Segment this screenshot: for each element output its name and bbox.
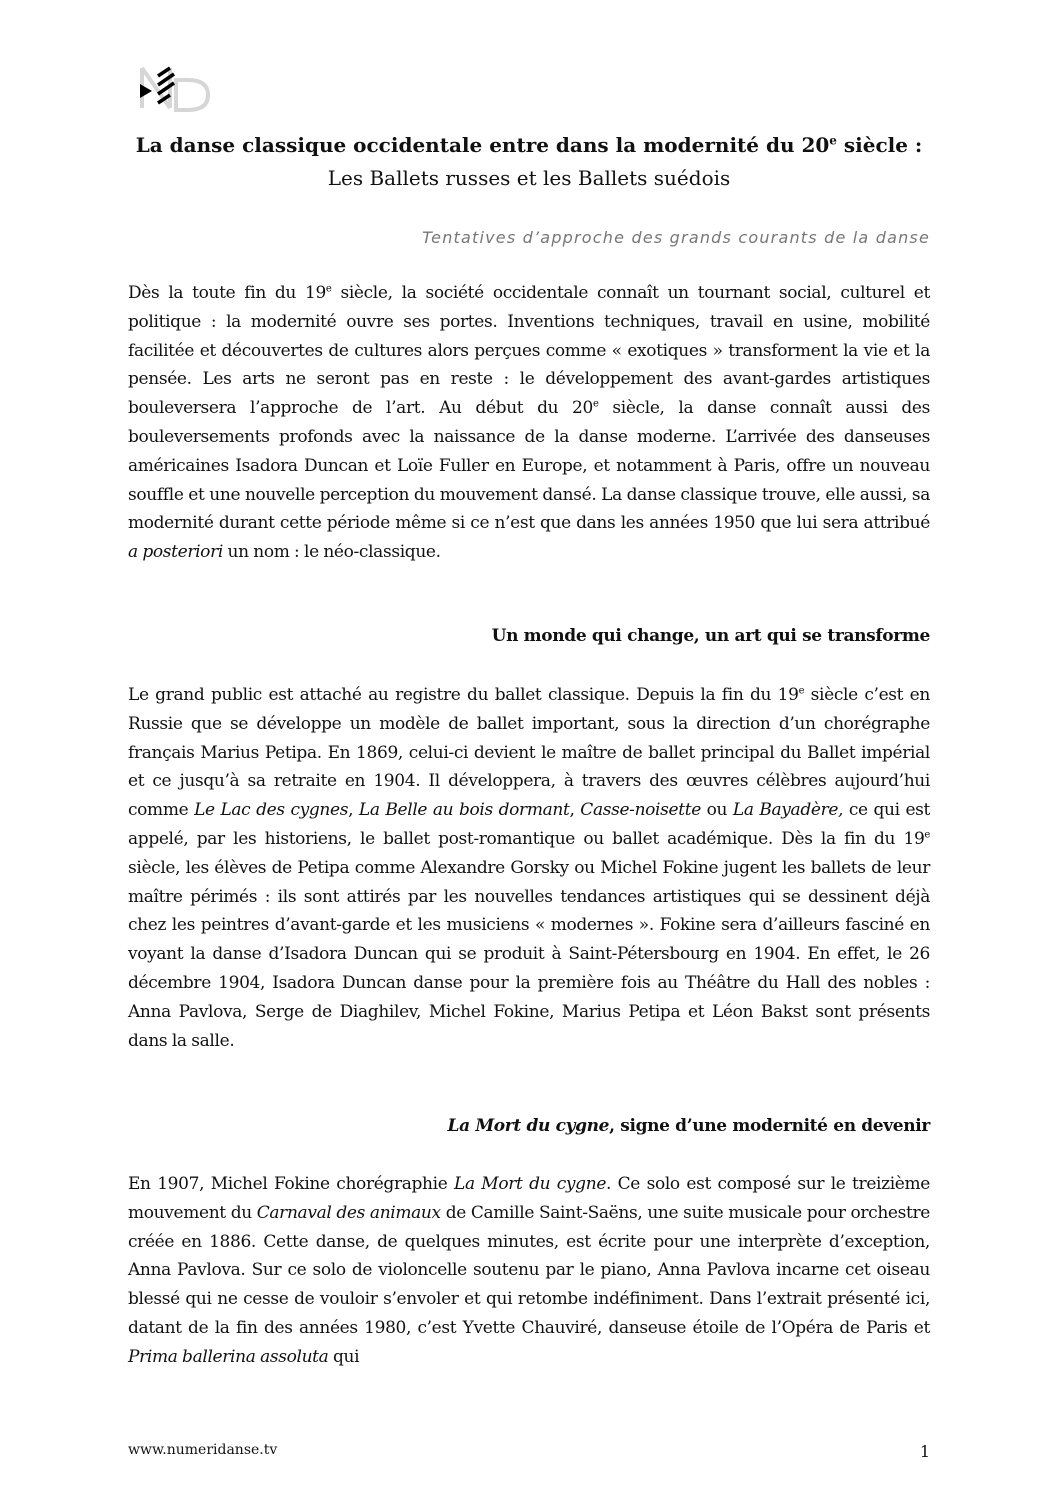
section-heading-monde: Un monde qui change, un art qui se transforme: [491, 626, 930, 646]
series-label: Tentatives d’approche des grands courants de la danse: [422, 228, 930, 247]
section-heading-mort-du-cygne: La Mort du cygne, signe d’une modernité en devenir: [447, 1116, 930, 1136]
intro-paragraph: Dès la toute fin du 19e siècle, la société occidentale connaît un tournant social, culturel et politique : la modernité ouvre ses portes. Inventions techniques, travail en usine, mobilité facilitée et découvertes de cultures alors perçues comme « exotiques » transforment la vie et la pensée. Les arts ne seront pas en reste : le développement des avant-gardes artistiques bouleversera l’approche de l’art. Au début du 20e siècle, la danse connaît aussi des bouleversements profonds avec la naissance de la danse moderne. L’arrivée des danseuses américaines Isadora Duncan et Loïe Fuller en Europe, et notamment à Paris, offre un nouveau souffle et une nouvelle perception du mouvement dansé. La danse classique trouve, elle aussi, sa modernité durant cette période même si ce n’est que dans les années 1950 que lui sera attribué a posteriori un nom : le néo-classique.: [128, 283, 930, 563]
document-title: La danse classique occidentale entre dans la modernité du 20e siècle :: [135, 133, 923, 157]
footer-url: www.numeridanse.tv: [128, 1442, 278, 1458]
page-number: 1: [919, 1442, 930, 1461]
section-paragraph-mort-du-cygne: En 1907, Michel Fokine chorégraphie La Mort du cygne. Ce solo est composé sur le treizième mouvement du Carnaval des animaux de Camille Saint-Saëns, une suite musicale pour orchestre créée en 1886. Cette danse, de quelques minutes, est écrite pour une interprète d’exception, Anna Pavlova. Sur ce solo de violoncelle soutenu par le piano, Anna Pavlova incarne cet oiseau blessé qui ne cesse de vouloir s’envoler et qui retombe indéfiniment. Dans l’extrait présenté ici, datant de la fin des années 1980, c’est Yvette Chauviré, danseuse étoile de l’Opéra de Paris et Prima ballerina assoluta qui: [128, 1174, 931, 1367]
document-title-block: [100, 130, 958, 193]
numeridanse-logo-icon: [136, 64, 212, 114]
document-subtitle: Les Ballets russes et les Ballets suédois: [327, 166, 731, 190]
section-paragraph-ballet: Le grand public est attaché au registre du ballet classique. Depuis la fin du 19e siècle c’est en Russie que se développe un modèle de ballet important, sous la direction d’un chorégraphe français Marius Petipa. En 1869, celui-ci devient le maître de ballet principal du Ballet impérial et ce jusqu’à sa retraite en 1904. Il développera, à travers des œuvres célèbres aujourd’hui comme Le Lac des cygnes, La Belle au bois dormant, Casse-noisette ou La Bayadère, ce qui est appelé, par les historiens, le ballet post-romantique ou ballet académique. Dès la fin du 19e siècle, les élèves de Petipa comme Alexandre Gorsky ou Michel Fokine jugent les ballets de leur maître périmés : ils sont attirés par les nouvelles tendances artistiques qui se dessinent déjà chez les peintres d’avant-garde et les musiciens « modernes ». Fokine sera d’ailleurs fasciné en voyant la danse d’Isadora Duncan qui se produit à Saint-Pétersbourg en 1904. En effet, le 26 décembre 1904, Isadora Duncan danse pour la première fois au Théâtre du Hall des nobles : Anna Pavlova, Serge de Diaghilev, Michel Fokine, Marius Petipa et Léon Bakst sont présents dans la salle.: [128, 685, 931, 1051]
